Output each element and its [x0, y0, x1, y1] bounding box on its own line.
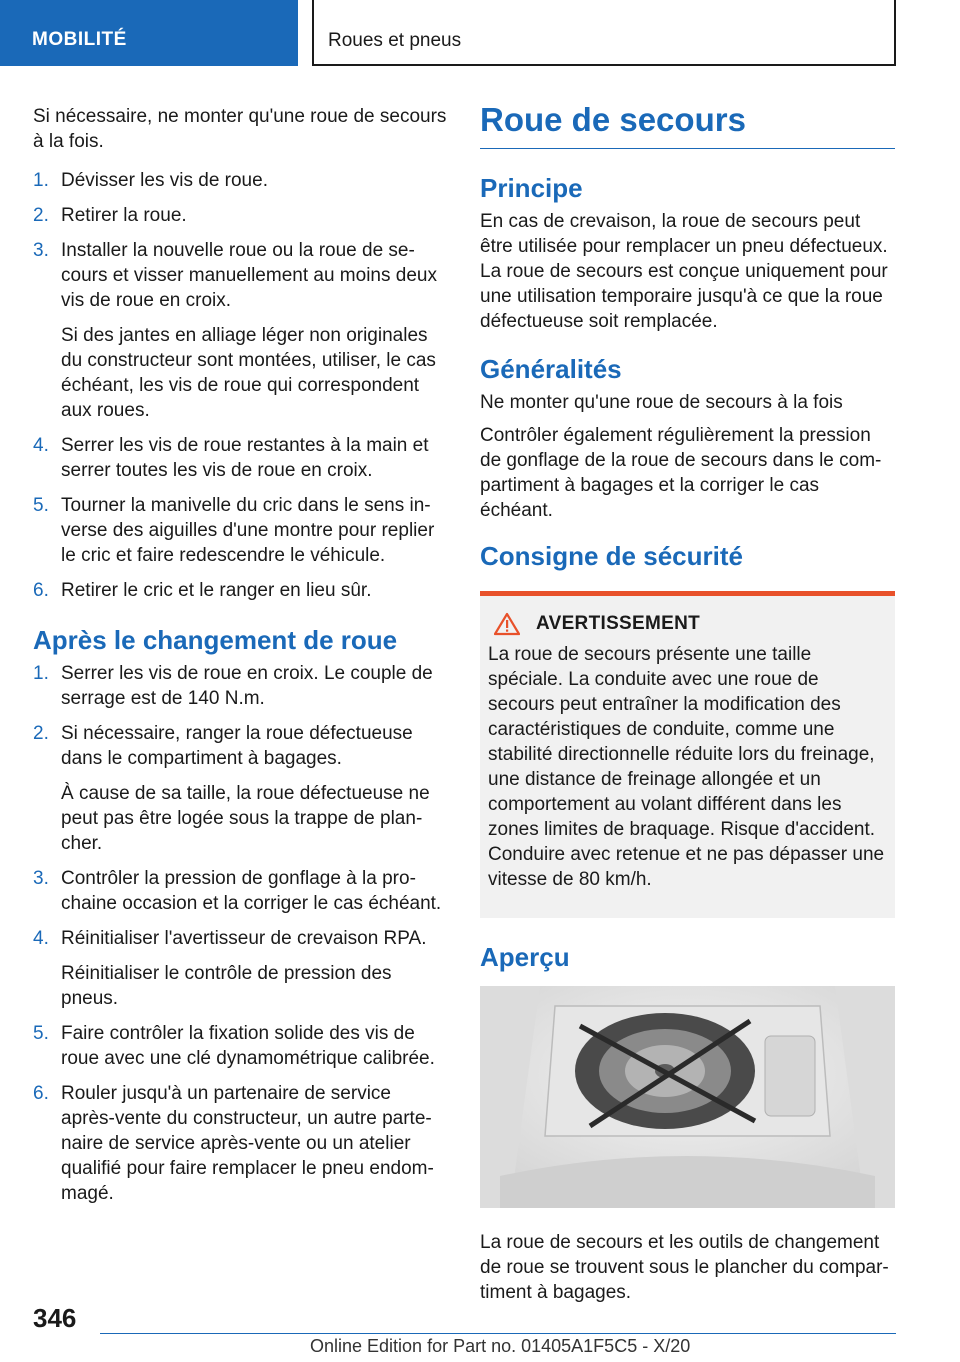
list-item	[33, 493, 448, 568]
list-item	[33, 866, 448, 916]
footer-divider	[100, 1333, 896, 1334]
step-number: 3.	[33, 868, 49, 889]
edition-footer: Online Edition for Part no. 01405A1F5C5 - X/20	[310, 1336, 691, 1356]
spare-wheel-image	[480, 986, 895, 1208]
step-text: Retirer le cric et le ranger en lieu sûr.	[61, 580, 372, 601]
step-text: Rouler jusqu'à un partenaire de service après-vente du constructeur, un autre partenaire de service après-vente ou un atelier qualifié pour faire remplacer le pneu endommagé.	[61, 1083, 434, 1204]
warning-text: La roue de secours présente une taille spéciale. La conduite avec une roue de secours peut entraîner la modification des caractéristiques de conduite, comme une stabilité directionnelle réduite lors du freinage, une distance de freinage allongée et un comportement au volant différent dans les zones limites de braquage. Risque d'accident. Conduire avec retenue et ne pas dépasser une vitesse de 80 km/h.	[488, 644, 885, 890]
step-number: 6.	[33, 580, 49, 601]
right-column	[480, 100, 895, 1313]
step-text: Tourner la manivelle du cric dans le sens inverse des aiguilles d'une montre pour replier le cric et faire redescendre le véhicule.	[61, 495, 435, 566]
apercu-heading: Aperçu	[480, 942, 570, 972]
warning-box	[480, 591, 895, 918]
step-number: 5.	[33, 1023, 49, 1044]
step-text: Si nécessaire, ranger la roue défectueuse dans le compartiment à bagages.	[61, 723, 413, 769]
step-text: Dévisser les vis de roue.	[61, 170, 268, 191]
generalites-text-2: Contrôler également régulièrement la pression de gonflage de la roue de secours dans le compartiment à bagages et la corriger le cas échéant.	[480, 425, 882, 521]
list-item	[33, 1021, 448, 1071]
intro-text: Si nécessaire, ne monter qu'une roue de secours à la fois.	[33, 106, 447, 152]
section-tab	[0, 0, 298, 66]
section-title: MOBILITÉ	[32, 29, 127, 50]
topic-tab	[312, 0, 896, 66]
consigne-heading: Consigne de sécurité	[480, 541, 743, 571]
list-item	[33, 238, 448, 423]
step-number: 4.	[33, 928, 49, 949]
step-text: Réinitialiser l'avertisseur de crevaison RPA.	[61, 928, 427, 949]
principe-heading: Principe	[480, 173, 583, 203]
step-number: 2.	[33, 205, 49, 226]
step-text: Serrer les vis de roue en croix. Le couple de serrage est de 140 N.m.	[61, 663, 433, 709]
step-text: Contrôler la pression de gonflage à la prochaine occasion et la corriger le cas échéant.	[61, 868, 442, 914]
page-number: 346	[33, 1303, 77, 1333]
principe-text: En cas de crevaison, la roue de secours peut être utilisée pour remplacer un pneu défectueux. La roue de secours est conçue uniquement pour une utilisation temporaire jusqu'à ce que la roue défectueuse soit remplacée.	[480, 211, 888, 332]
list-item	[33, 433, 448, 483]
step-number: 1.	[33, 663, 49, 684]
list-item	[33, 721, 448, 856]
page-title: Roue de secours	[480, 100, 895, 149]
list-item	[33, 1081, 448, 1206]
after-change-heading: Après le changement de roue	[33, 625, 398, 655]
topic-title: Roues et pneus	[328, 30, 462, 51]
step-text: Serrer les vis de roue restantes à la main et serrer toutes les vis de roue en croix.	[61, 435, 429, 481]
step-number: 2.	[33, 723, 49, 744]
step-number: 1.	[33, 170, 49, 191]
step-number: 6.	[33, 1083, 49, 1104]
steps-list-1	[33, 168, 448, 603]
list-item	[33, 578, 448, 603]
step-text: Installer la nouvelle roue ou la roue de secours et visser manuellement au moins deux vis de roue en croix.	[61, 240, 437, 311]
warning-triangle-icon	[494, 612, 520, 636]
list-item	[33, 926, 448, 1011]
generalites-heading: Généralités	[480, 354, 622, 384]
step-note: À cause de sa taille, la roue défectueuse ne peut pas être logée sous la trappe de plancher.	[61, 783, 430, 854]
step-text: Faire contrôler la fixation solide des vis de roue avec une clé dynamométrique calibrée.	[61, 1023, 435, 1069]
warning-label: AVERTISSEMENT	[536, 613, 701, 634]
step-note: Si des jantes en alliage léger non originales du constructeur sont montées, utiliser, le cas échéant, les vis de roue qui correspondent aux roues.	[61, 325, 436, 421]
step-text: Retirer la roue.	[61, 205, 187, 226]
steps-list-2	[33, 661, 448, 1206]
list-item	[33, 661, 448, 711]
list-item	[33, 168, 448, 193]
step-number: 4.	[33, 435, 49, 456]
list-item	[33, 203, 448, 228]
left-column	[33, 104, 448, 1216]
step-note: Réinitialiser le contrôle de pression des pneus.	[61, 963, 392, 1009]
warning-header	[488, 612, 887, 636]
figure-caption: La roue de secours et les outils de changement de roue se trouvent sous le plancher du compartiment à bagages.	[480, 1232, 889, 1303]
step-number: 5.	[33, 495, 49, 516]
step-number: 3.	[33, 240, 49, 261]
generalites-text-1: Ne monter qu'une roue de secours à la fois	[480, 392, 843, 413]
